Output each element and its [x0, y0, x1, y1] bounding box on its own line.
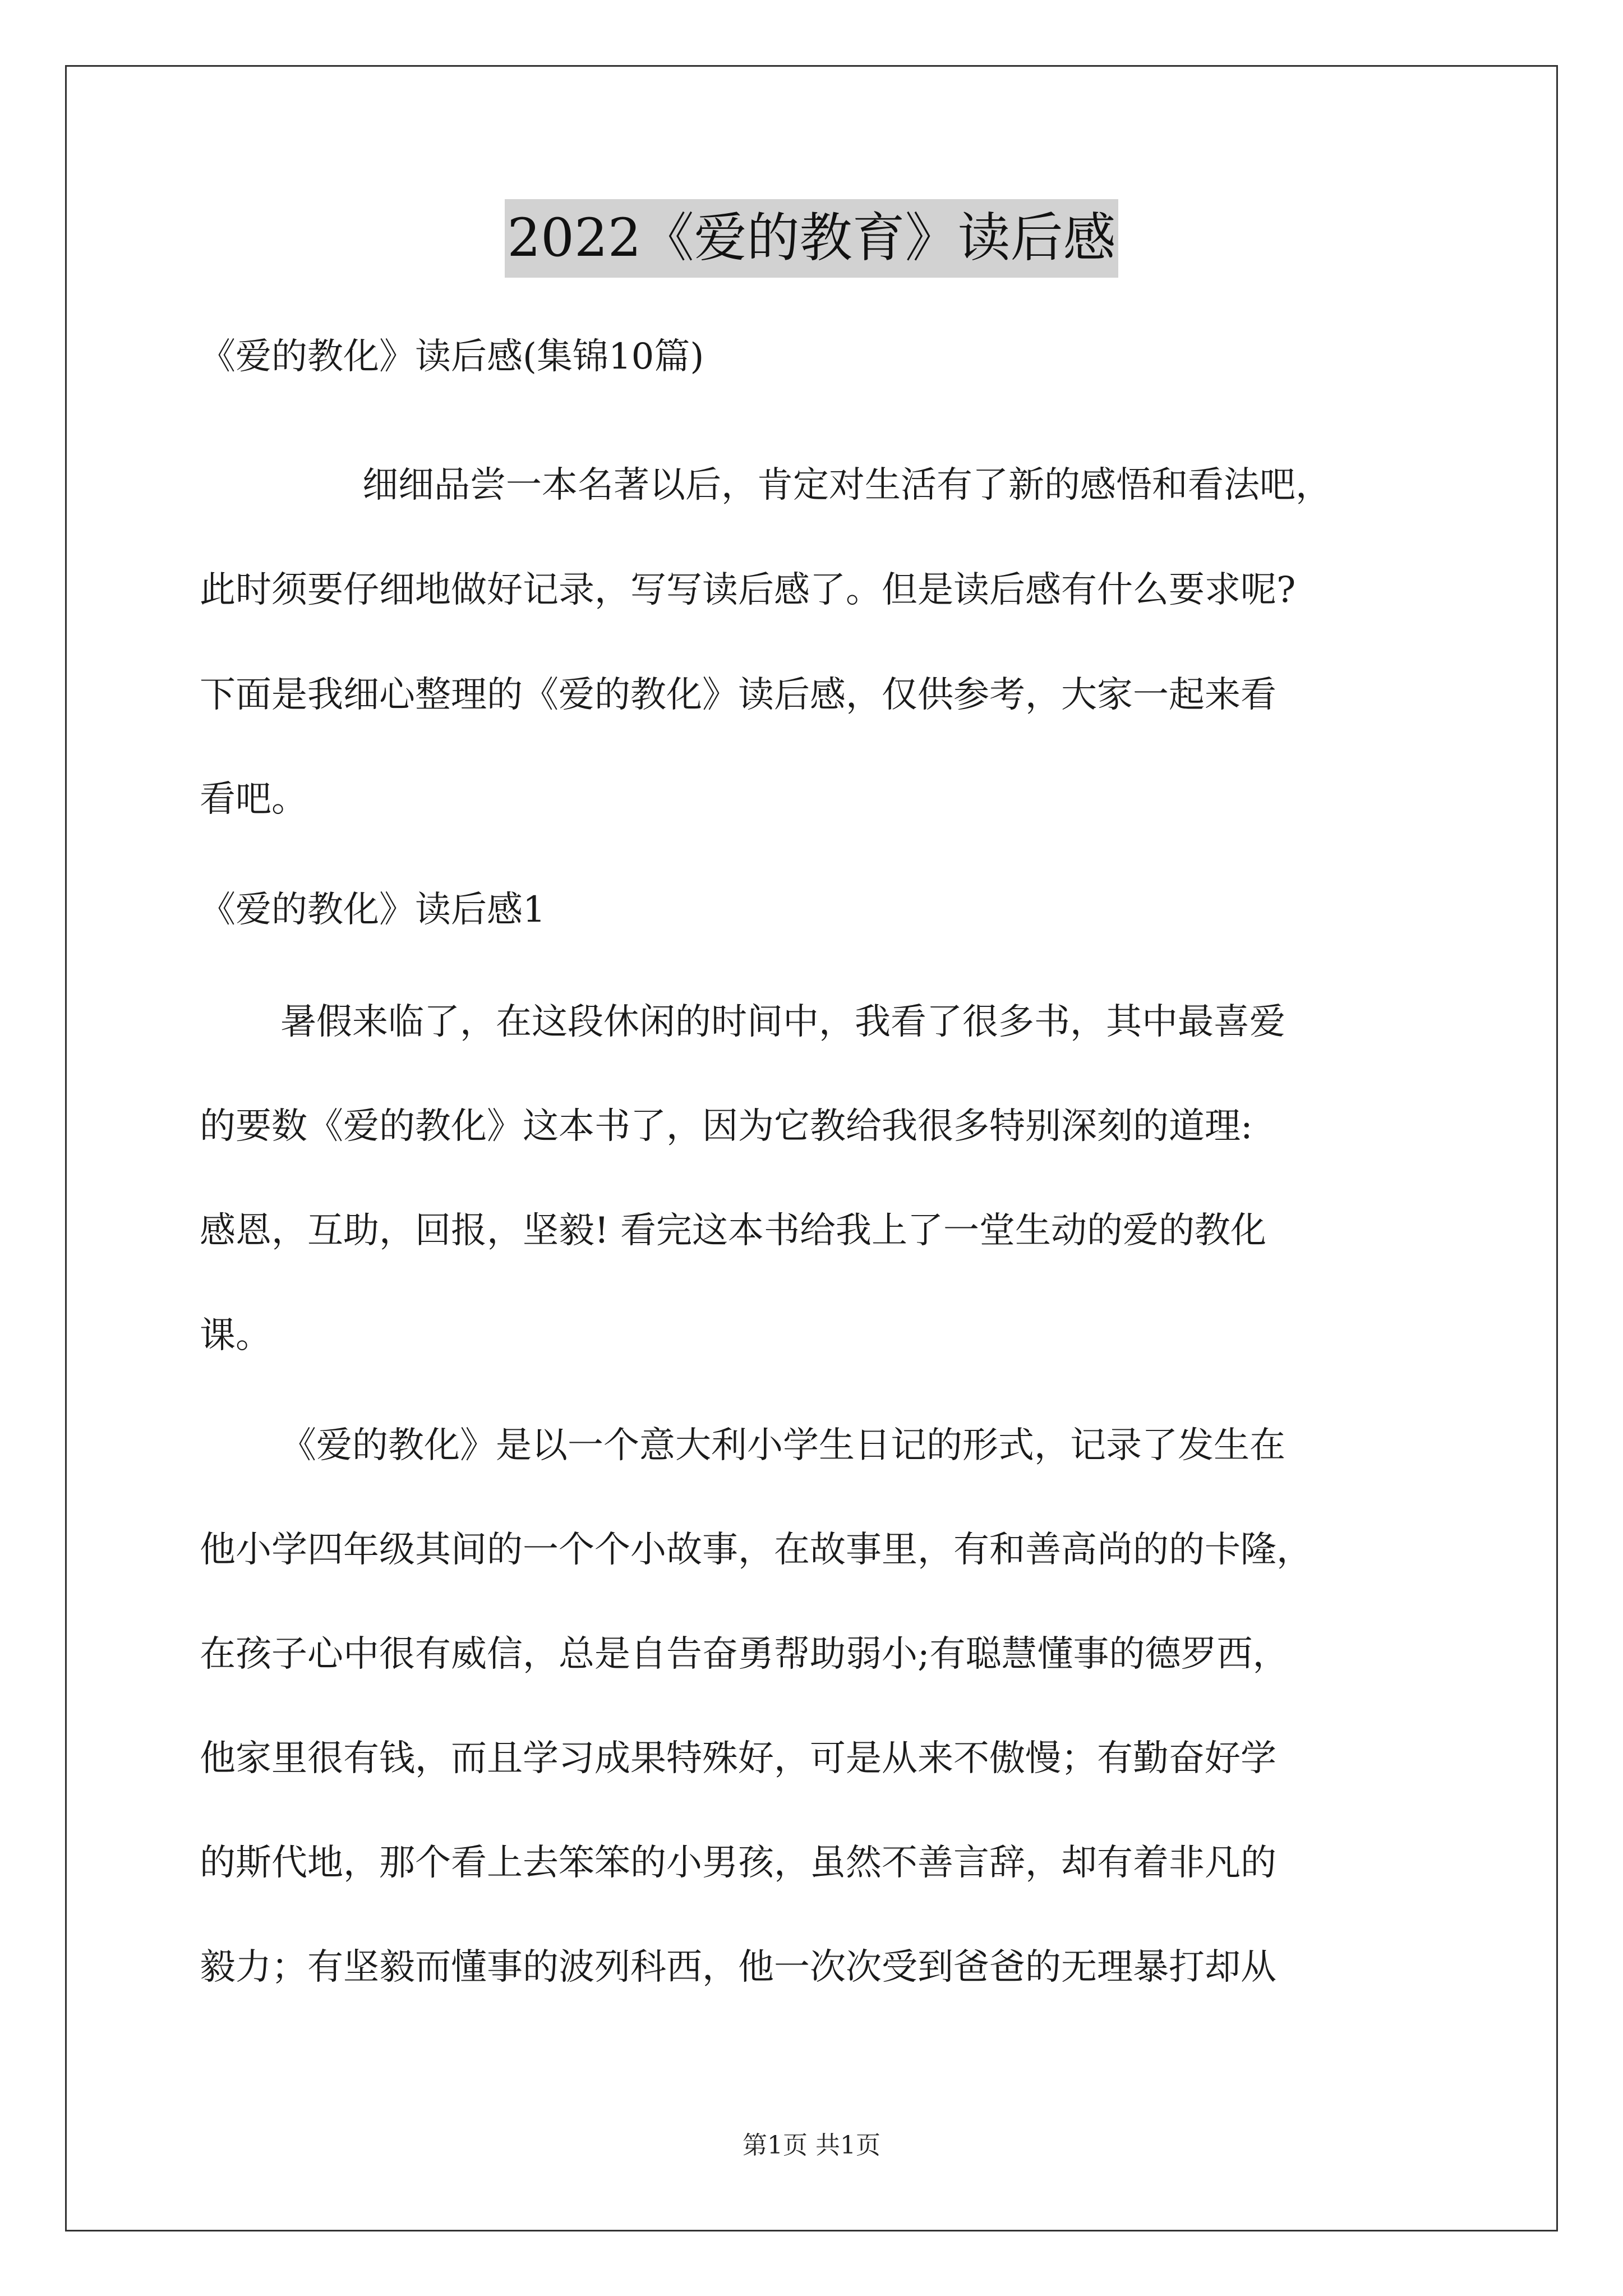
paragraph-line: 的要数《爱的教化》这本书了，因为它教给我很多特别深刻的道理: [200, 1106, 1253, 1147]
paragraph-line: 毅力；有坚毅而懂事的波列科西，他一次次受到爸爸的无理暴打却从 [200, 1947, 1276, 1988]
paragraph-line: 他小学四年级其间的一个个小故事，在故事里，有和善高尚的的卡隆， [200, 1529, 1312, 1571]
paragraph-line: 在孩子心中很有威信，总是自告奋勇帮助弱小;有聪慧懂事的德罗西， [200, 1634, 1289, 1675]
subtitle-line: 《爱的教化》读后感(集锦10篇) [200, 336, 704, 378]
paragraph-line: 他家里很有钱，而且学习成果特殊好，可是从来不傲慢；有勤奋好学 [200, 1738, 1276, 1779]
paragraph-line: 细细品尝一本名著以后，肯定对生活有了新的感悟和看法吧， [362, 464, 1331, 506]
paragraph-line: 的斯代地，那个看上去笨笨的小男孩，虽然不善言辞，却有着非凡的 [200, 1842, 1276, 1884]
paragraph-line: 暑假来临了，在这段休闲的时间中，我看了很多书，其中最喜爱 [280, 1001, 1285, 1043]
paragraph-line: 此时须要仔细地做好记录，写写读后感了。但是读后感有什么要求呢? [200, 569, 1296, 611]
title-container [0, 199, 1623, 278]
paragraph-line: 下面是我细心整理的《爱的教化》读后感，仅供参考，大家一起来看 [200, 674, 1276, 716]
document-title: 2022《爱的教育》读后感 [505, 199, 1118, 278]
paragraph-line: 课。 [200, 1315, 271, 1356]
paragraph-line: 《爱的教化》是以一个意大利小学生日记的形式，记录了发生在 [280, 1425, 1285, 1466]
paragraph-line: 看吧。 [200, 779, 307, 820]
page-footer: 第1页 共1页 [743, 2131, 880, 2160]
section-heading: 《爱的教化》读后感1 [200, 889, 546, 931]
paragraph-line: 感恩，互助，回报，坚毅! 看完这本书给我上了一堂生动的爱的教化 [200, 1210, 1267, 1251]
